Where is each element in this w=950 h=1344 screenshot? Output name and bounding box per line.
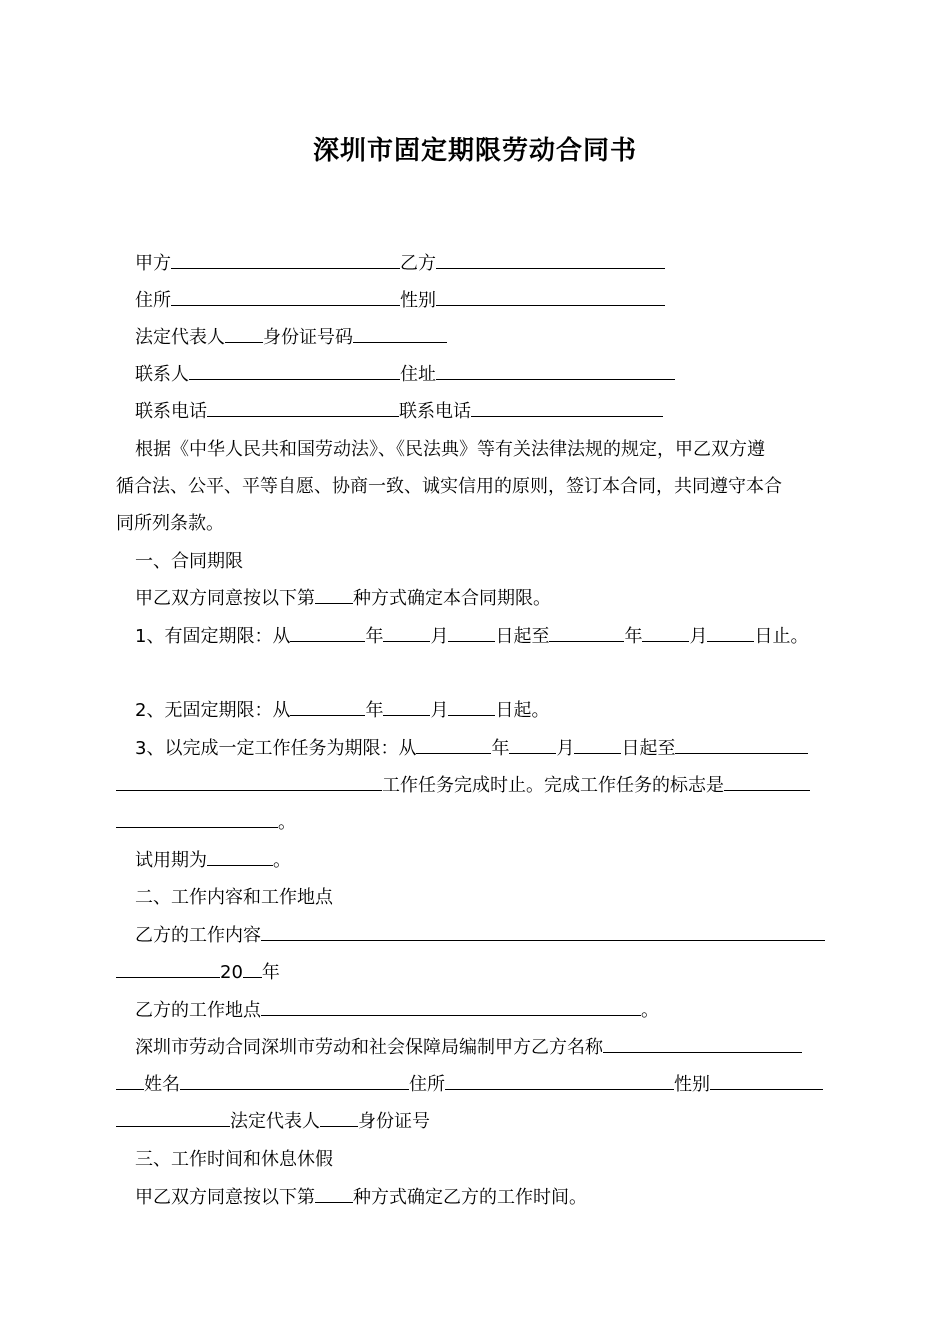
work-time-text-b: 种方式确定乙方的工作时间。 (353, 1187, 587, 1208)
party-row-5 (135, 393, 835, 430)
task-year-blank[interactable] (416, 752, 491, 754)
open-term-label: 2、无固定期限：从 (135, 700, 291, 721)
month-label: 月 (689, 626, 708, 647)
probation-blank[interactable] (207, 864, 273, 866)
open-year-blank[interactable] (290, 714, 365, 716)
task-complete-text: 工作任务完成时止。完成工作任务的标志是 (382, 775, 724, 796)
end-month-blank[interactable] (642, 640, 689, 642)
fixed-term-label: 1、有固定期限：从 (135, 626, 291, 647)
start-year-blank[interactable] (290, 640, 365, 642)
phone-a-label: 联系电话 (135, 401, 207, 422)
residence-label-2: 住所 (409, 1074, 445, 1095)
party-b-label: 乙方 (400, 253, 436, 274)
work-time-method-blank[interactable] (315, 1201, 353, 1203)
day-from-label: 日起至 (621, 738, 676, 759)
probation-label: 试用期为 (135, 850, 207, 871)
id-number-blank[interactable] (353, 341, 447, 343)
fixed-term-line (135, 618, 835, 655)
address-blank[interactable] (436, 378, 675, 380)
term-method-blank[interactable] (315, 602, 353, 604)
work-content-blank[interactable] (261, 939, 825, 941)
footer-mix-line-2 (116, 1066, 836, 1103)
legal-rep-label-2: 法定代表人 (230, 1111, 320, 1132)
gender-label-2: 性别 (674, 1074, 710, 1095)
gender-blank-2[interactable] (710, 1088, 823, 1090)
end-day-blank[interactable] (707, 640, 754, 642)
residence-blank[interactable] (171, 304, 400, 306)
work-content-line-2 (116, 954, 836, 991)
term-method-line (135, 580, 835, 617)
work-place-label: 乙方的工作地点 (135, 1000, 261, 1021)
year-suffix-blank[interactable] (243, 976, 262, 978)
id-number-label: 身份证号码 (263, 327, 353, 348)
work-time-method-line (135, 1179, 835, 1216)
contact-label: 联系人 (135, 364, 189, 385)
party-row-2 (135, 282, 835, 319)
term-method-text-a: 甲乙双方同意按以下第 (135, 588, 315, 609)
phone-a-blank[interactable] (207, 415, 399, 417)
work-content-blank-2[interactable] (116, 976, 220, 978)
year-label: 年 (365, 700, 384, 721)
month-label: 月 (556, 738, 575, 759)
section-1-heading: 一、合同期限 (135, 551, 243, 572)
end-year-blank[interactable] (549, 640, 624, 642)
task-term-line-3 (116, 804, 836, 841)
day-from-label: 日起至 (495, 626, 550, 647)
month-label: 月 (430, 626, 449, 647)
term-method-text-b: 种方式确定本合同期限。 (353, 588, 551, 609)
task-end-blank-2[interactable] (116, 789, 382, 791)
party-row-1 (135, 245, 835, 282)
party-a-blank[interactable] (171, 267, 400, 269)
open-day-blank[interactable] (448, 714, 495, 716)
period-mark: 。 (273, 850, 291, 871)
address-label: 住址 (400, 364, 436, 385)
period-mark: 。 (278, 812, 296, 833)
legal-rep-blank-2[interactable] (320, 1125, 358, 1127)
contact-blank[interactable] (189, 378, 400, 380)
work-time-text-a: 甲乙双方同意按以下第 (135, 1187, 315, 1208)
legal-rep-blank[interactable] (225, 341, 263, 343)
period-mark: 。 (641, 1000, 659, 1021)
open-term-line (135, 692, 835, 729)
work-content-line (135, 917, 835, 954)
open-month-blank[interactable] (383, 714, 430, 716)
preamble-line-3: 同所列条款。 (116, 513, 224, 534)
gender-label: 性别 (400, 290, 436, 311)
residence-blank-2[interactable] (445, 1088, 674, 1090)
party-row-3 (135, 319, 835, 356)
preamble-line-2: 循合法、公平、平等自愿、协商一致、诚实信用的原则，签订本合同，共同遵守本合 (116, 476, 782, 497)
year-label: 年 (491, 738, 510, 759)
day-end-label: 日止。 (754, 626, 809, 647)
start-day-blank[interactable] (448, 640, 495, 642)
day-from-label: 日起。 (495, 700, 550, 721)
year-label: 年 (624, 626, 643, 647)
gender-blank[interactable] (436, 304, 665, 306)
task-mark-blank-2[interactable] (116, 826, 278, 828)
gender-blank-3[interactable] (116, 1125, 230, 1127)
task-term-line (135, 730, 835, 767)
legal-rep-label: 法定代表人 (135, 327, 225, 348)
name-lead-blank[interactable] (116, 1088, 144, 1090)
task-month-blank[interactable] (509, 752, 556, 754)
document-title: 深圳市固定期限劳动合同书 (312, 136, 637, 166)
footer-mix-line-3 (116, 1103, 836, 1140)
preamble-line-1: 根据《中华人民共和国劳动法》、《民法典》等有关法律法规的规定，甲乙双方遵 (135, 439, 765, 460)
footer-mix-text: 深圳市劳动合同深圳市劳动和社会保障局编制甲方乙方名称 (135, 1037, 603, 1058)
phone-b-blank[interactable] (471, 415, 663, 417)
work-place-line (135, 992, 835, 1029)
section-2-heading: 二、工作内容和工作地点 (135, 887, 333, 908)
work-content-label: 乙方的工作内容 (135, 925, 261, 946)
probation-line (135, 842, 835, 879)
work-place-blank[interactable] (261, 1014, 641, 1016)
task-day-blank[interactable] (574, 752, 621, 754)
month-label: 月 (430, 700, 449, 721)
section-3-heading: 三、工作时间和休息休假 (135, 1149, 333, 1170)
party-b-blank[interactable] (436, 267, 665, 269)
task-term-line-2 (116, 767, 836, 804)
residence-label: 住所 (135, 290, 171, 311)
year-prefix: 20 (220, 962, 243, 983)
name-blank[interactable] (180, 1088, 409, 1090)
phone-b-label: 联系电话 (399, 401, 471, 422)
year-label: 年 (261, 962, 280, 983)
year-label: 年 (365, 626, 384, 647)
footer-mix-line (135, 1029, 835, 1066)
id-number-label-2: 身份证号 (358, 1111, 430, 1132)
party-row-4 (135, 356, 835, 393)
task-mark-blank[interactable] (724, 789, 810, 791)
task-end-blank[interactable] (675, 752, 808, 754)
party-b-name-blank[interactable] (603, 1051, 802, 1053)
party-a-label: 甲方 (135, 253, 171, 274)
start-month-blank[interactable] (383, 640, 430, 642)
name-label: 姓名 (144, 1074, 180, 1095)
task-term-label: 3、以完成一定工作任务为期限：从 (135, 738, 417, 759)
